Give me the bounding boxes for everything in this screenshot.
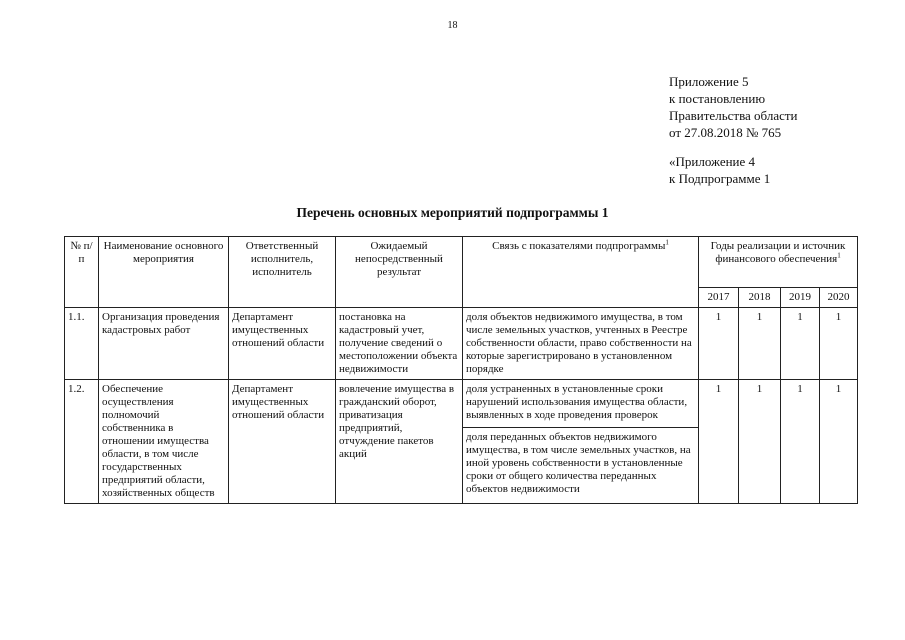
year-cell: 2019 (781, 288, 820, 308)
header-row (65, 237, 858, 288)
row-value: 1 (699, 380, 739, 504)
activities-table (64, 236, 858, 504)
header-years-text: Годы реализации и источник финансового обеспечения (710, 240, 846, 265)
row-responsible: Департамент имущественных отношений области (229, 308, 336, 380)
row-result: вовлечение имущества в гражданский оборот, приватизация предприятий, отчуждение пакетов акций (336, 380, 463, 504)
header-years (699, 237, 858, 288)
row-num: 1.2. (65, 380, 99, 504)
header-link-text: Связь с показателями подпрограммы (492, 240, 666, 252)
appendix-line: «Приложение 4 (669, 154, 756, 169)
header-responsible: Ответственный исполнитель, исполнитель (229, 237, 336, 308)
row-value: 1 (781, 380, 820, 504)
row-name: Обеспечение осуществления полномочий собственника в отношении имущества области, в том числе государственных предприятий области, хозяйственных обществ (99, 380, 229, 504)
row-value: 1 (820, 308, 858, 380)
row-result: постановка на кадастровый учет, получение сведений о местоположении объекта недвижимости (336, 308, 463, 380)
row-responsible: Департамент имущественных отношений области (229, 380, 336, 504)
row-link: доля устраненных в установленные сроки нарушений использования имущества области, выявленных в ходе проведения проверок (463, 380, 699, 428)
row-value: 1 (739, 308, 781, 380)
appendix-line: Правительства области (669, 108, 798, 123)
appendix-line: Приложение 5 (669, 74, 749, 89)
table-row (65, 308, 858, 380)
page-number: 18 (447, 20, 458, 31)
row-name: Организация проведения кадастровых работ (99, 308, 229, 380)
header-link (463, 237, 699, 308)
year-cell: 2017 (699, 288, 739, 308)
footnote-mark: 1 (665, 238, 669, 247)
header-result: Ожидаемый непосредственный результат (336, 237, 463, 308)
header-num: № п/п (65, 237, 99, 308)
footnote-mark: 1 (837, 251, 841, 260)
appendix-line: к постановлению (669, 91, 766, 106)
table-row (65, 380, 858, 428)
appendix-line: от 27.08.2018 № 765 (669, 125, 782, 140)
appendix-block (669, 73, 798, 187)
row-value: 1 (781, 308, 820, 380)
year-cell: 2020 (820, 288, 858, 308)
year-cell: 2018 (739, 288, 781, 308)
appendix-line: к Подпрограмме 1 (669, 171, 771, 186)
row-value: 1 (820, 380, 858, 504)
header-name: Наименование основного мероприятия (99, 237, 229, 308)
row-value: 1 (699, 308, 739, 380)
row-value: 1 (739, 380, 781, 504)
row-link: доля переданных объектов недвижимого имущества, в том числе земельных участков, на иной уровень собственности в установленные сроки от общего количества переданных объектов недвижимости (463, 428, 699, 504)
row-link: доля объектов недвижимого имущества, в том числе земельных участков, учтенных в Реестре собственности области, право собственности на которые зарегистрировано в установленном порядке (463, 308, 699, 380)
row-num: 1.1. (65, 308, 99, 380)
document-title: Перечень основных мероприятий подпрограммы 1 (296, 205, 609, 220)
